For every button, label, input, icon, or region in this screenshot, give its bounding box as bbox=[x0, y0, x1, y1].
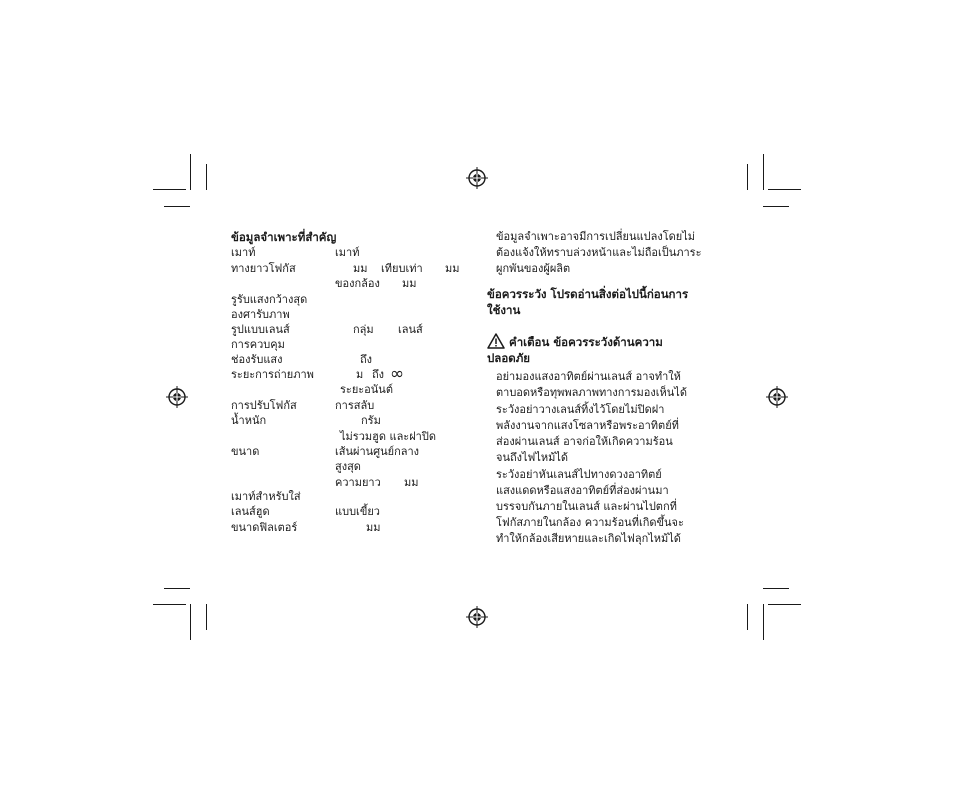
spec-value: มม bbox=[402, 277, 417, 290]
crop-mark bbox=[164, 588, 190, 589]
spec-label: น้ำหนัก bbox=[231, 414, 267, 427]
crop-mark bbox=[768, 604, 801, 605]
crop-mark bbox=[190, 604, 191, 640]
spec-value: ถึง bbox=[372, 368, 385, 381]
spec-value: สูงสุด bbox=[335, 460, 361, 473]
spec-value: มม bbox=[404, 476, 419, 489]
crop-mark bbox=[164, 206, 190, 207]
spec-label: องศารับภาพ bbox=[231, 308, 290, 321]
crop-mark bbox=[763, 588, 789, 589]
registration-mark-icon bbox=[766, 386, 788, 408]
spec-label: ขนาดฟิลเตอร์ bbox=[231, 521, 298, 534]
crop-mark bbox=[768, 189, 801, 190]
spec-value: กลุ่ม bbox=[353, 323, 374, 336]
specs-title: ข้อมูลจำเพาะที่สำคัญ bbox=[231, 230, 337, 244]
crop-mark bbox=[206, 604, 207, 630]
spec-label: การปรับโฟกัส bbox=[231, 399, 297, 412]
warning-paragraph: ระวังอย่าหันเลนส์ไปทางดวงอาทิตย์ แสงแดดหรือแสงอาทิตย์ที่ส่องผ่านมา บรรจบกันภายในเลนส์ และผ่านไปตกที่ โฟกัสภายในกล้อง ความร้อนที่เกิดขึ้นจะ ทำให้กล้องเสียหายและเกิดไฟลุกไหม้ได้ bbox=[496, 468, 684, 545]
right-column bbox=[487, 229, 727, 547]
crop-mark bbox=[763, 154, 764, 190]
crop-mark bbox=[763, 206, 789, 207]
spec-value: ไม่รวมฮูด และฝาปิด bbox=[340, 430, 436, 443]
spec-change-notice bbox=[487, 229, 727, 277]
infinity-symbol: ∞ bbox=[390, 364, 405, 384]
registration-mark-icon bbox=[466, 606, 488, 628]
spec-value: ความยาว bbox=[335, 476, 381, 489]
spec-label: ทางยาวโฟกัส bbox=[231, 262, 296, 275]
notice-line: ผูกพันของผู้ผลิต bbox=[496, 262, 571, 275]
registration-mark-icon bbox=[166, 386, 188, 408]
registration-mark-icon bbox=[466, 167, 488, 189]
crop-mark bbox=[153, 604, 186, 605]
warning-heading bbox=[487, 333, 727, 366]
spec-value: ถึง bbox=[360, 353, 373, 366]
warning-paragraph: ระวังอย่าวางเลนส์ทิ้งไว้โดยไม่ปิดฝา พลังงานจากแสงโซลาหรือพระอาทิตย์ที่ ส่องผ่านเลนส์ อาจก่อให้เกิดความร้อน จนถึงไฟไหม้ได้ bbox=[496, 403, 679, 464]
crop-mark bbox=[206, 164, 207, 190]
spec-value: เลนส์ bbox=[398, 323, 423, 336]
spec-label: เลนส์ฮูด bbox=[231, 505, 270, 518]
spec-value: กรัม bbox=[361, 414, 381, 427]
warning-title-line2: ปลอดภัย bbox=[487, 351, 531, 365]
warning-paragraph: อย่ามองแสงอาทิตย์ผ่านเลนส์ อาจทำให้ ตาบอดหรือทุพพลภาพทางการมองเห็นได้ bbox=[496, 370, 687, 399]
spec-label: ขนาด bbox=[231, 445, 260, 458]
spec-value: เทียบเท่า bbox=[381, 262, 423, 275]
warning-title: คำเตือน ข้อควรระวังด้านความ bbox=[509, 335, 663, 349]
spec-label: ระยะการถ่ายภาพ bbox=[231, 368, 314, 381]
crop-mark bbox=[763, 604, 764, 640]
spec-value: ของกล้อง bbox=[335, 277, 380, 290]
notice-line: ต้องแจ้งให้ทราบล่วงหน้าและไม่ถือเป็นภาระ bbox=[496, 246, 702, 259]
spec-label: เมาท์สำหรับใส่ bbox=[231, 490, 301, 503]
crop-mark bbox=[747, 164, 748, 190]
warning-triangle-icon bbox=[487, 333, 505, 349]
spec-label: ช่องรับแสง bbox=[231, 353, 283, 366]
notice-line: ข้อมูลจำเพาะอาจมีการเปลี่ยนแปลงโดยไม่ bbox=[496, 230, 695, 243]
spec-value: มม bbox=[353, 262, 368, 275]
spec-label: เมาท์ bbox=[231, 246, 256, 259]
spec-value: เส้นผ่านศูนย์กลาง bbox=[335, 445, 420, 458]
spec-value: แบบเขี้ยว bbox=[335, 505, 380, 518]
spec-value: ระยะอนันต์ bbox=[340, 383, 393, 396]
spec-label: รูรับแสงกว้างสุด bbox=[231, 293, 308, 306]
precautions-heading: ข้อควรระวัง โปรดอ่านสิ่งต่อไปนี้ก่อนการ ใช้งาน bbox=[487, 287, 689, 317]
crop-mark bbox=[153, 189, 186, 190]
spec-value: มม bbox=[366, 521, 381, 534]
spec-value: ม bbox=[356, 368, 364, 381]
crop-mark bbox=[190, 154, 191, 190]
spec-label: รูปแบบเลนส์ bbox=[231, 323, 290, 336]
crop-mark bbox=[747, 604, 748, 630]
spec-value: มม bbox=[445, 262, 460, 275]
spec-value: เมาท์ bbox=[335, 246, 360, 259]
spec-value: การสลับ bbox=[335, 399, 375, 412]
spec-label: การควบคุม bbox=[231, 338, 285, 351]
